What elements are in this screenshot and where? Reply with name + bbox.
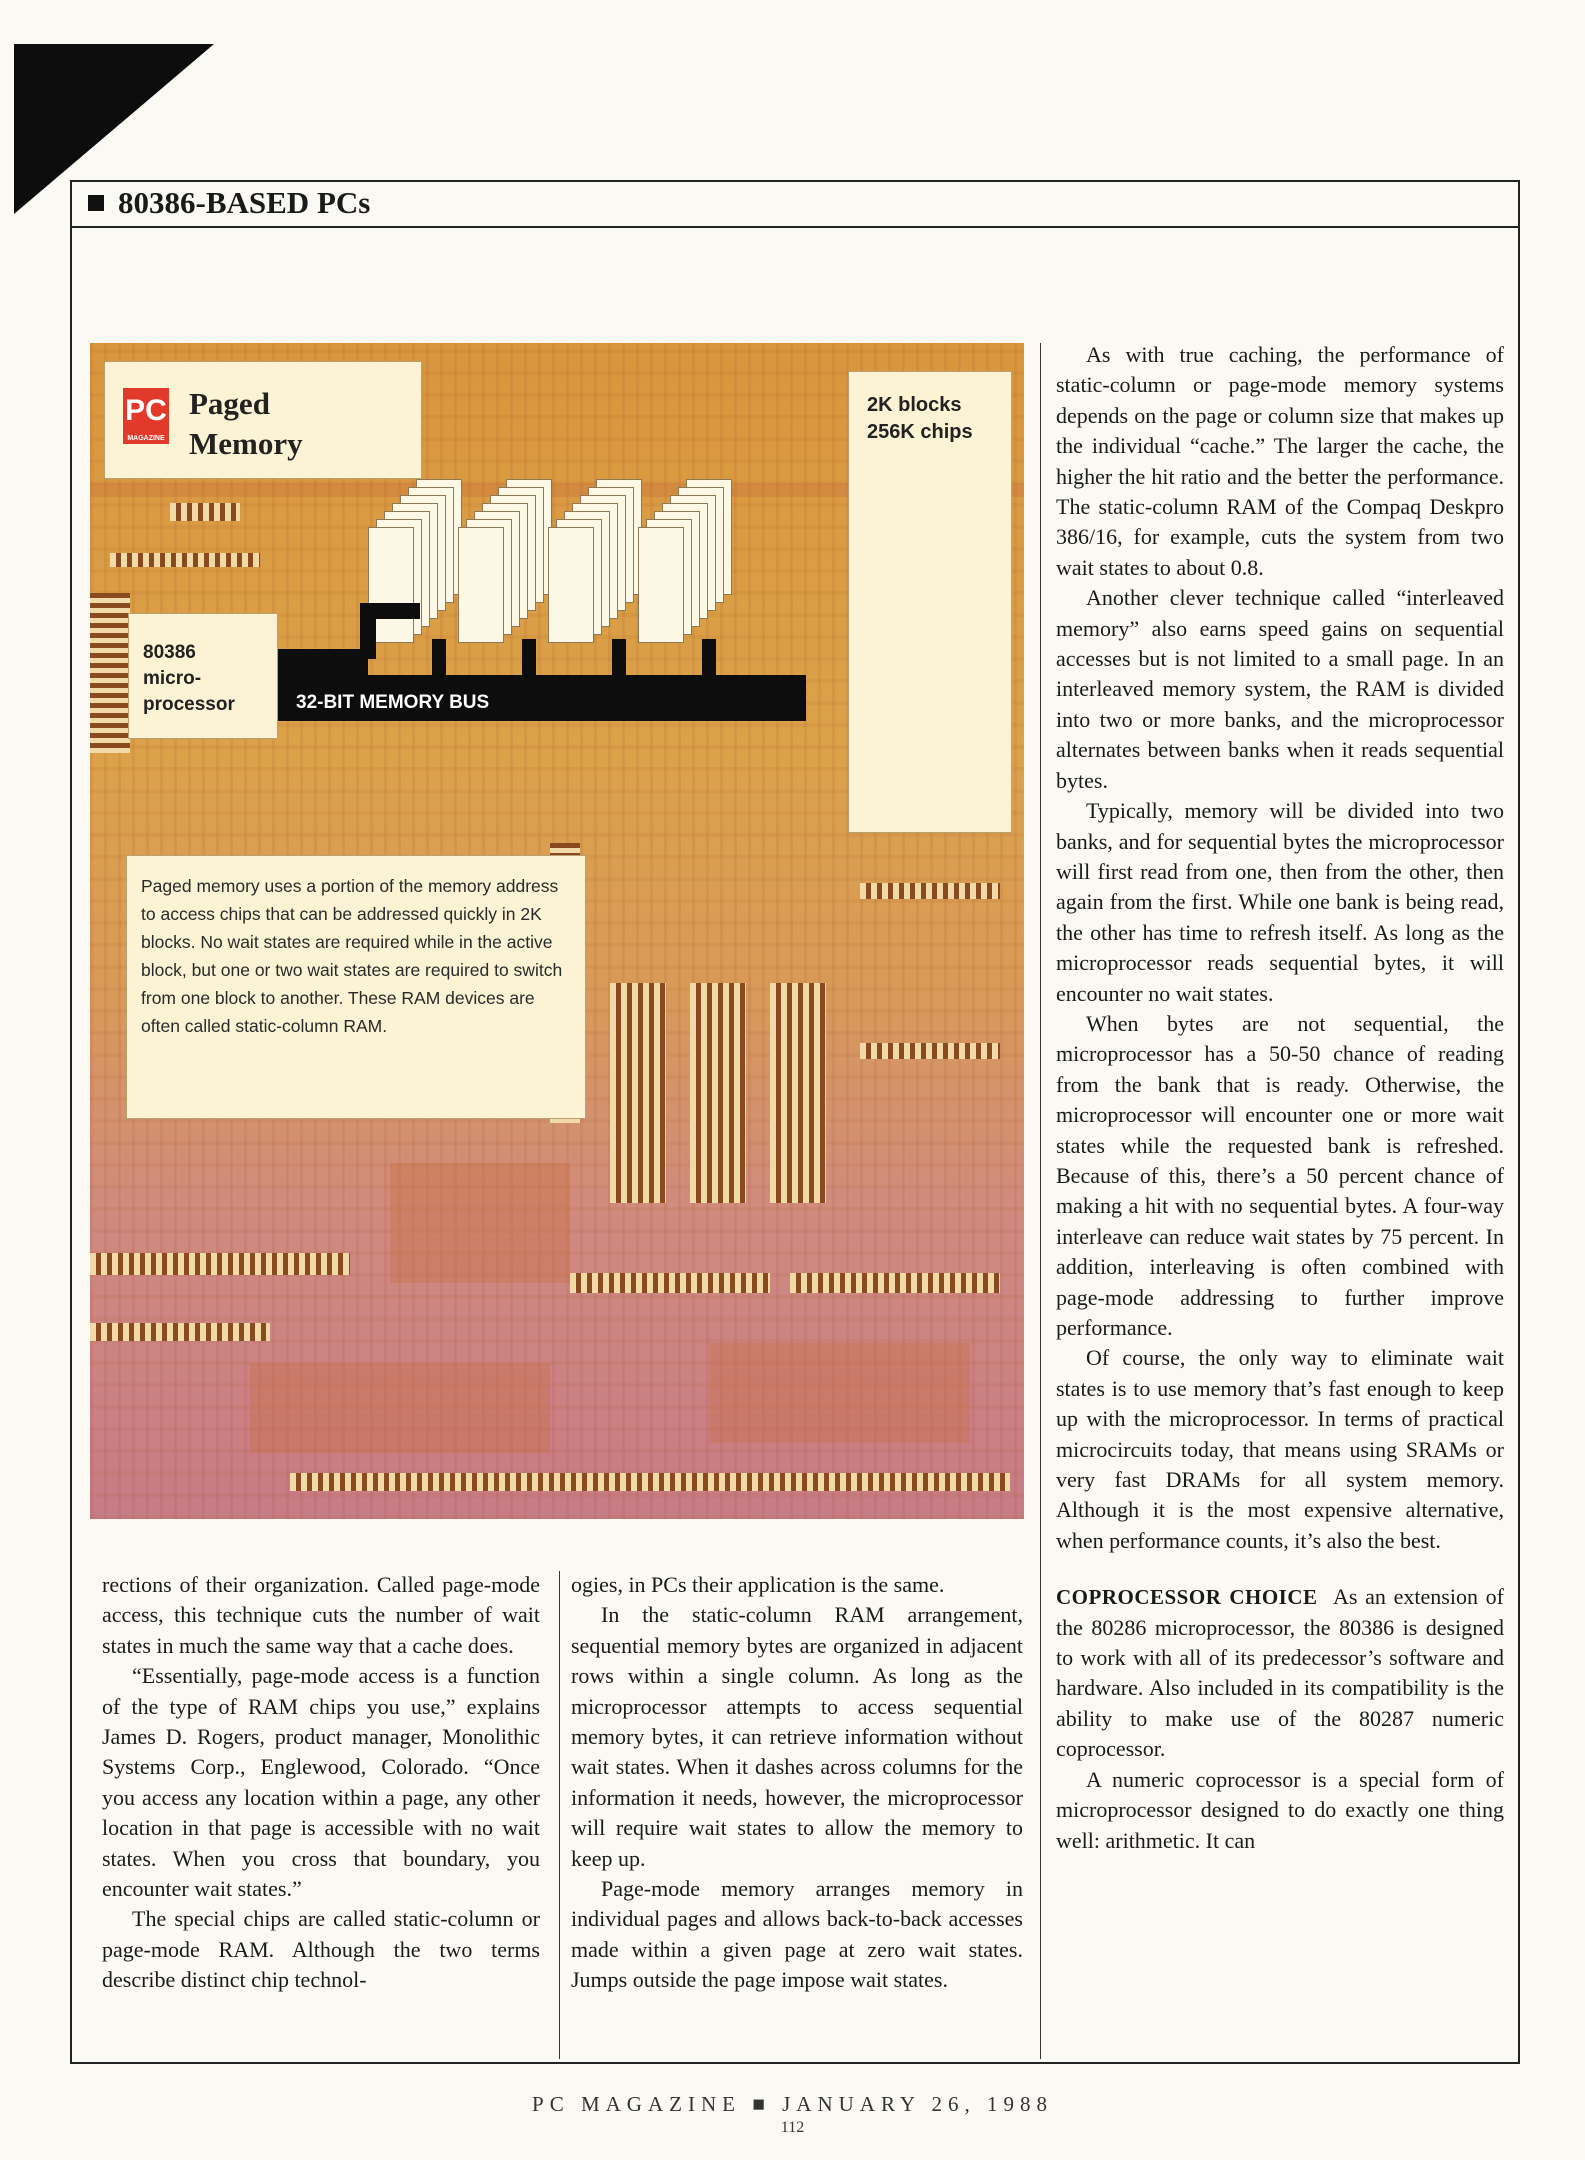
article-column-2 (571, 1570, 1023, 1996)
column-rule (1040, 343, 1041, 2059)
die-detail (390, 1163, 570, 1283)
section-title: 80386-BASED PCs (118, 185, 371, 220)
paragraph: COPROCESSOR CHOICE As an extension of the 80286 microprocessor, the 80386 is designed to work with all of its predecessor’s software and hardware. Also included in its compatibility is the ability to make use of the 80287 numeric coprocessor. (1056, 1584, 1504, 1762)
paged-memory-figure (90, 343, 1024, 1519)
chips-label-box (848, 371, 1012, 833)
paragraph: Typically, memory will be divided into two banks, and for sequential bytes the microprocessor will first read from one, then from the other, then again from the first. While one bank is being read, the other has time to refresh itself. As long as the microprocessor reads sequential bytes, it will encounter no wait states. (1056, 798, 1504, 1006)
paragraph: The special chips are called static-column or page-mode RAM. Although the two terms describe distinct chip technol- (102, 1906, 540, 1993)
figure-caption-box (126, 855, 586, 1119)
paragraph: Of course, the only way to eliminate wait states is to use memory that’s fast enough to keep up with the microprocessor. In terms of practical microcircuits today, that means using SRAMs or very fast DRAMs for all system memory. Although it is the most expensive alternative, when performance counts, it’s also the best. (1056, 1345, 1504, 1553)
die-detail (790, 1273, 1000, 1293)
section-header (70, 180, 1520, 228)
die-detail (860, 1043, 1000, 1059)
paragraph: When bytes are not sequential, the microprocessor has a 50-50 chance of reading from the bank that is ready. Otherwise, the microprocessor will encounter one or more wait states while the requested bank is refreshed. Because of this, there’s a 50 percent chance of making a hit with no sequential bytes. A four-way interleave can reduce wait states by 75 percent. In addition, interleaving is often combined with page-mode addressing to further improve performance. (1056, 1010, 1504, 1340)
die-detail (570, 1273, 770, 1293)
die-detail (170, 503, 240, 521)
subhead: COPROCESSOR CHOICE (1056, 1585, 1318, 1610)
die-detail (90, 1323, 270, 1341)
die-detail (110, 553, 260, 567)
paragraph: A numeric coprocessor is a special form of microprocessor designed to do exactly one thing well: arithmetic. It can (1056, 1766, 1504, 1853)
bus-label: 32-BIT MEMORY BUS (296, 692, 490, 713)
paragraph: rections of their organization. Called page-mode access, this technique cuts the number of wait states in much the same way that a cache does. (102, 1572, 540, 1658)
bullet-square-icon (88, 195, 104, 211)
page-footer: PC MAGAZINE ■ JANUARY 26, 1988 (532, 2092, 1053, 2116)
cpu-label: 80386 micro- processor (143, 642, 235, 715)
paragraph: Page-mode memory arranges memory in individual pages and allows back-to-back accesses made within a given page at zero wait states. Jumps outside the page impose wait states. (571, 1876, 1023, 1993)
paragraph: Another clever technique called “interleaved memory” also earns speed gains on sequential accesses but is not limited to a small page. In an interleaved memory system, the RAM is divided into two or more banks, and the microprocessor alternates between banks when it reads sequential bytes. (1056, 585, 1504, 793)
die-detail (290, 1473, 1010, 1491)
die-detail (90, 1253, 350, 1275)
die-detail (610, 983, 666, 1203)
page-number: 112 (780, 2119, 805, 2136)
die-detail (770, 983, 826, 1203)
die-detail (90, 593, 130, 753)
column-rule (559, 1571, 560, 2059)
figure-caption: Paged memory uses a portion of the memory address to access chips that can be addressed quickly in 2K blocks. No wait states are required while in the active block, but one or two wait states are required to switch from one block to another. These RAM devices are often called static-column RAM. (141, 876, 563, 1036)
die-detail (860, 883, 1000, 899)
die-detail (710, 1343, 970, 1443)
pc-magazine-logo: PC MAGAZINE (123, 388, 169, 444)
figure-title-box (104, 361, 422, 479)
figure-title: Paged Memory (189, 386, 303, 461)
die-detail (250, 1363, 550, 1453)
cpu-label-box (128, 613, 278, 739)
article-column-1 (102, 1570, 540, 1996)
paragraph: ogies, in PCs their application is the same. (571, 1572, 945, 1597)
chips-label: 2K blocks 256K chips (867, 394, 973, 443)
article-column-3 (1056, 340, 1504, 1856)
die-detail (690, 983, 746, 1203)
paragraph: “Essentially, page-mode access is a function of the type of RAM chips you use,” explains James D. Rogers, product manager, Monolithic Systems Corp., Englewood, Colorado. “Once you access any location within a page, any other location in that page is accessible with no wait states. When you cross that boundary, you encounter wait states.” (102, 1663, 540, 1902)
paragraph: In the static-column RAM arrangement, sequential memory bytes are organized in adjacent rows within a single column. As long as the microprocessor attempts to access sequential memory bytes, it can retrieve information without wait states. When it dashes across columns for the information it needs, however, the microprocessor will require wait states to allow the memory to keep up. (571, 1602, 1023, 1871)
paragraph: As with true caching, the performance of static-column or page-mode memory systems depends on the page or column size that makes up the individual “cache.” The larger the cache, the higher the hit ratio and the better the performance. The static-column RAM of the Compaq Deskpro 386/16, for example, cuts the system from two wait states to about 0.8. (1056, 342, 1504, 580)
